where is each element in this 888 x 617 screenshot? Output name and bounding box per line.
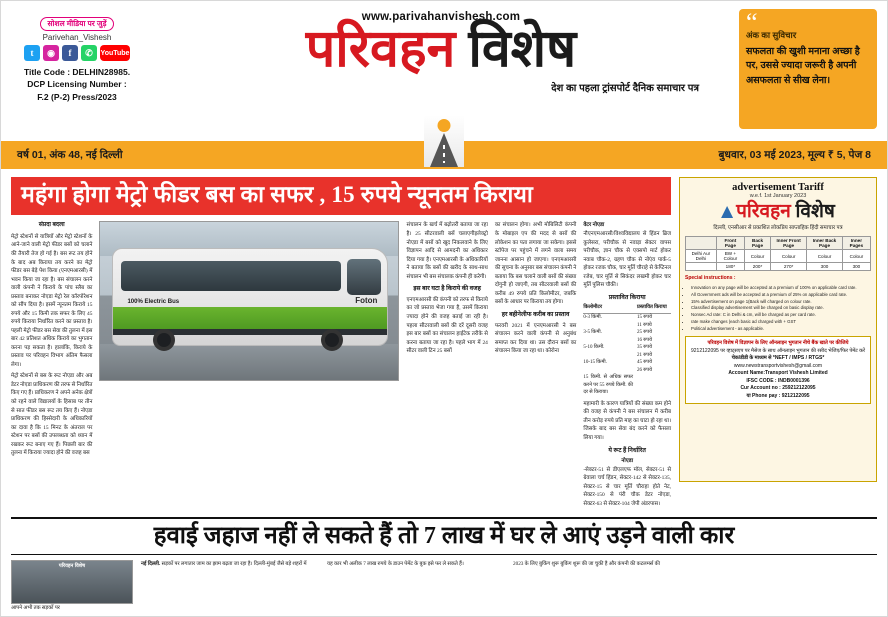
dcp-value: F.2 (P-2) Press/2023 [37,91,117,102]
masthead-tagline: देश का पहला ट्रांसपोर्ट दैनिक समाचार पत्र [551,83,699,95]
ad-rate-cell: 300 [807,263,843,271]
fare-proposed [637,374,671,397]
fare-row [583,344,671,352]
road-emblem-icon [424,115,464,167]
ad-logo-part1: परिवहन [736,201,791,222]
fare-table-header [583,304,671,314]
ad-rate-cell: Colour [807,250,843,263]
social-icon-row [11,45,143,61]
instagram-icon[interactable]: ◉ [43,45,59,61]
issue-strip [1,141,887,169]
ad-note-item: • 15% advertisement on page 1(Back will charged on colour rate. [691,299,871,305]
fare-range [583,367,633,375]
ad-pay-ifsc: IFSC CODE : INDB0001396 [746,377,810,384]
ad-rate-row-label [686,263,717,271]
lead-column-1 [11,221,92,508]
fare-row [583,367,671,375]
fare-range: 5-10 किमी. [583,345,605,351]
lead-col1-text: मेट्रो स्टेशनों से यात्रियों और मेट्रो स्टेशनों के आने-जाने वाली मेट्रो फीडर बसों को चलाने की तैयारी तेज हो गई है। बस रूट तय होने के बाद अब किराया तय करने का मेट्रो फीडर बस बेड़े पेश किया (एनएमआरसी) में भवन किया जा रहा है। बस संचालन करने वाली कंपनी ने किराये के पांच स्लैब का प्रस्ताव बनाकर नोएडा मेट्रो रेल कॉरपोरेशन को सौंप दिया है। इसमें न्यूनतम किराये 15 रुपये और 15 किमी तक सफर के लिए 45 रुपये किराया निर्धारित करने का प्रस्ताव है। पहली मेट्रो फीडर बस सेवा की तुलना में इस बार 42 प्रतिशत अधिक किराये का भुगतान करना पड़ सकता है। हालांकि, किराये के प्रस्ताव पर परिवहन विभाग अंतिम फैसला लेगा। [11,233,93,368]
fare-range [583,337,633,345]
ad-rate-column-header: Front Page [716,237,744,250]
fare-proposed: 16 रुपये [637,337,652,343]
ad-pay-title: परिवहन विशेष में विज्ञापन के लिए ऑनलाइन भुगतान नीचे बैंक खाते पर कीजिये [707,340,849,347]
ad-description: दिल्ली, एनसीआर से प्रकाशित लोकप्रिय साप्ताहिक हिंदी समाचार पत्र [713,224,843,231]
ad-rate-column-header: Back Page [745,237,771,250]
ad-note-item: • All Government ads will be accepted at a premium of 25% on applicable card rate. [691,292,871,298]
ad-rate-cell: 270* [771,263,807,271]
ad-note-item: • Innovation on any page will be accepted at a premium of 100% on applicable card rate. [691,285,871,291]
ad-note-item: • Classified display advertisement will be charged on basic display rate. [691,305,871,311]
lead-column-3 [406,221,487,508]
lead-col5-subhead-2: ये रूट हैं निर्धारित [608,446,646,454]
ad-notes-list [685,285,871,332]
fare-table-rows [583,314,671,397]
ad-title: advertisement Tariff [732,182,824,193]
lead-photo [99,221,399,381]
fare-proposed: 15 रुपये [637,315,652,321]
title-part-one: परिवहन [305,21,456,78]
issue-info-left: वर्ष 01, अंक 48, नई दिल्ली [17,149,123,161]
lead-story-body [11,221,671,508]
ad-pay-account-name: Account Name:Transport Vishesh Limited [728,370,828,377]
ad-rate-cell: 300 [842,263,870,271]
ad-note-item: • Nonsec Ad rate: C in Delhi & cm, will be charged as per card rate. [691,312,871,318]
lead-col5-subhead-1: प्रस्तावित किराया [608,293,646,301]
lead-col4-text: का संचालन होगा। अभी मोबिलिटी कंपनी के मोबाइल एप की मदद से बसों की लोकेशन का पता लगाया जा सकेगा। इससे स्टॉपेज पर पहुंचने में लगने वाला समय जानना आसान हो जाएगा। एनएमआरसी की सूचना के अनुसार बस संचालन कंपनी ने बताया कि बस चलाने वाली बसों की संख्या दोगुनी हो जाएगी, तब सीटरवाली बसों की करीब 49 रुपये प्रति किलोमीटर, जबकि बसों के आधार पर किराया तय होगा। [494,222,577,306]
ad-rate-cell: Colour [745,250,771,263]
lead-col5-routes: -सेक्टर-51 से डीएलएफ मॉल, सेक्टर-51 से ग्रेवाला चर्च हिंडन, सेक्टर-142 से सेक्टर-135, सेक्टर-15 से चार मूर्ति चौराहा होते नेट, सेक्टर-150 से पंरी चौक डेटर नोएडा, सेक्टर-63 से सेक्टर-104 जेपी अंडरपास। [583,466,672,507]
dcp-label: DCP Licensing Number : [27,79,127,90]
lead-col5-subhead-3: नोएडा [621,458,633,465]
ad-rate-column-header: Inner Back Page [807,237,843,250]
ad-pay-line2: 9212122095 पर व्हाट्सएप पर मैसेज के साथ ऑनलाइन भुगतान की रसीद भेजिए/फिर पेमेंट करें [691,347,865,354]
fare-proposed: 21 रुपये [637,352,652,358]
fare-range [583,322,633,330]
ad-rate-cell: 180* [716,263,744,271]
fare-row [583,337,671,345]
quote-box [739,9,877,129]
ad-note-item: • rate make changes (each basic ad charged with + GST [691,319,871,325]
ad-notes-title: Special instructions : [685,275,736,281]
fare-range [583,352,633,360]
masthead-left-block [11,7,143,103]
fare-row [583,329,671,337]
lead-column-4 [495,221,576,508]
lead-col5-text: नौएनएमआरसी/विश्वविद्यालय से हिंडन ब्रिज कुलेसरा, परीचौक से नवाड़ा सेक्टर वापस परीचौक, ज्ञान चौक से एक्सपो मार्ट होकर नवाब चौक-2, ग्रहण चौक से नोएंव पार्क-5 होकर रजक चौक, चार मूर्ति चौराहे से केप्टिनल रजेब, चार मूर्ति से सिकंदर लखमी होकर चार मूर्ति पुलिस चौकी। [583,230,672,289]
fare-range: 10-15 किमी. [583,360,607,366]
ad-rate-column-header: Inner Pages [842,237,870,250]
ad-rate-cell: Colour [842,250,870,263]
title-part-two: विशेष [468,21,577,78]
lead-headline: महंगा होगा मेट्रो फीडर बस का सफर , 15 रुपये न्यूनतम किराया [11,177,671,215]
electric-bus-image: 100% Electric Bus Foton [112,248,388,346]
ad-pay-phone: या Phone pay : 9212122095 [746,392,810,399]
ad-rate-cell: Colour [771,250,807,263]
quote-icon: “ [746,8,758,37]
ad-payment-box [685,336,871,404]
ad-note-item: • Political advertisement - as applicable. [691,326,871,332]
fare-row [583,374,671,397]
fare-col-km: किलोमीटर [583,305,602,311]
social-media-pill: सोशल मीडिया पर जुड़ें [40,17,113,31]
second-photo [11,560,133,604]
fare-range: 15 किमी. से अधिक सफर करने पर 55 रुपये किमी. की दर से किराया। [583,375,634,396]
ad-pay-line3: चेक/डीडी के माध्यम से *NEFT / IMPS / RTGS* [731,355,825,362]
twitter-icon[interactable]: t [24,45,40,61]
ad-rate-column-header [686,237,717,250]
website-url[interactable]: www.parivahanvishesh.com [361,11,521,23]
second-photo-caption: परिवहन विशेष [58,562,86,569]
lead-col3-subhead: इस बार घटा है किराये की वजह [413,285,481,293]
youtube-icon[interactable]: YouTube [100,45,130,61]
second-col4: 2023 के लिए बुकिंग शुरू बुकिंग शुरू की जा चुकी है और कंपनी की कटलमर्स की [513,560,660,567]
ad-pay-email[interactable]: www.newstransportvishesh@gmail.com [733,362,823,369]
ad-logo-part2: विशेष [795,201,835,222]
ad-logo [685,202,871,223]
whatsapp-icon[interactable]: ✆ [81,45,97,61]
fare-proposed: 45 रुपये [637,360,652,366]
advertisement-tariff-box [679,177,877,509]
fare-col-proposed: प्रस्तावित किराया [637,305,667,311]
fare-proposed: 35 रुपये [637,345,652,351]
second-headline: हवाई जहाज नहीं ले सकते हैं तो 7 लाख में घर ले आएं उड़ने वाली कार [153,522,735,549]
triangle-logo-icon [721,206,733,218]
title-code: Title Code : DELHIN28985. [23,67,131,77]
second-photo-column [11,560,133,612]
publication-codes [11,66,143,103]
ad-rate-cell: 200* [745,263,771,271]
lead-col1-text-b: मेट्रो स्टेशनों से बस के रूट नोएडा और अब डेटर नोएडा प्राधिकरण की तरफ से निर्धारित किए गए हैं। प्राधिकरण ने अपने अनेक क्षेत्रों को रहने वाले विद्यालयों के हिसाब पर तीन से सात फीडर बस रूट तय किए हैं। नोएडा प्राधिकरण की हिस्सेदारी के अधिकारियों का दावा है कि 15 मिनट के अंतराल पर स्टेशन पर बसों की उपलब्धता को ध्यान में रखकर रूट बनाए गए हैं। पिछली बार की तुलना में किराया ज्यादा होने की वजह बस [11,373,93,457]
lead-col4-text-b: फरवरी 2021 में एनएमआरसी ने बस संचालन करने वाली कंपनी से अनुबंध समाप्त कर दिया था। उस दौरान बसों का संचालन किया जा रहा था। कोरोना [494,322,577,355]
ad-rate-table [685,236,871,271]
issue-info-right: बुधवार, 03 मई 2023, मूल्य ₹ 5, पेज 8 [718,149,871,161]
ad-subtitle: w.e.f. 1st January 2023 [749,193,807,199]
fare-proposed: 11 रुपये [637,322,652,328]
fare-range: 0-3 किमी. [583,315,602,321]
lead-story-section [1,169,887,509]
fare-row [583,322,671,330]
lead-col5-mid: महामारी के कारण यात्रियों की संख्या कम होने की वजह से कंपनी ने बस संचालन में करीब तीन करोड़ रुपये प्रति माह का घाटा हो रहा था। जिसके बाद बस सेवा बंद करने को फैसला लिया गया। [583,400,672,441]
ad-rate-header-row [686,237,871,250]
fare-row [583,359,671,367]
social-handle: Parivehan_Vishesh [42,33,112,42]
quote-box-title: अंक का सुविचार [746,30,797,40]
second-col2 [141,560,319,612]
lead-column-5 [583,221,671,508]
lead-photo-column [99,221,399,508]
second-col2-text: सड़कों पर लगातार जाम का झाम बढ़ता जा रहा है। दिल्ली-मुंबई जैसे बड़े शहरों में [161,560,307,567]
ad-pay-account-number: Cur Account no : 259212122095 [740,385,816,392]
fare-proposed: 25 रुपये [637,330,652,336]
lead-col3-text: संचालन के खर्च में बढ़ोतरी बताया जा रहा है। 25 सीटरवाली बसें चलाएगीइलेक्ट्रो नोएडा में बसों को खुद निकलवाने के लिए विज्ञापन आदि से आमदनी का अधिकार दिया गया है। एनएमआरसी के अधिकारियों ने बताया कि बसों की खरीद के साथ-साथ संचालन भी बस संचालक कंपनी ही करेगी। [406,222,488,280]
fare-range: 3-5 किमी. [583,330,602,336]
second-col1: आपने अभी तक सड़कों पर [11,604,60,611]
second-col3: यह कार भी अलीक 7 लाख रुपये के डाउन पेमेंट के बुक इसे फर ले सकते हैं। [327,560,464,567]
facebook-icon[interactable]: f [62,45,78,61]
lead-col5-head: वेटर नोएडा [583,222,605,229]
lead-col3-text-b: एनएमआरसी की कंपनी को तरफ से किराये का जो प्रस्ताव भेजा गया है, उसमें किराया ज्यादा होने की वजह बताई जा रही है। पहला सीटरवाली बसों की दरें दूसरी वजह इस बार बसों का संचालन हाईटेक तरीके से करना बताया जा रहा है। पहले भाग में 24 सीटर वाली टिन 25 बसों [406,296,488,355]
ad-rate-cell: BW + Colour [716,250,744,263]
masthead-center [143,7,739,94]
lead-col4-subhead: हर बहीनेलीफ करीब का प्रस्ताव [501,310,570,318]
page-title [143,23,739,76]
second-story-headline-bar [11,517,877,555]
table-row [686,263,871,271]
quote-box-text: सफलता की खुशी मनाना अच्छा है पर, उससे ज्यादा जरूरी है अपनी असफलता से सीख लेना। [746,46,860,86]
second-col2-dateline: नई दिल्ली. [141,560,161,567]
ad-rate-row-label: Delhi Aur Delhi [686,250,717,263]
ad-rate-column-header: Inner Front Page [771,237,807,250]
fare-row [583,314,671,322]
fare-row [583,352,671,360]
fare-proposed: 26 रुपये [637,367,652,373]
lead-story-main [11,177,671,509]
byline: संप्रदा बदला [38,222,65,229]
table-row [686,250,871,263]
second-story-body [1,555,887,612]
